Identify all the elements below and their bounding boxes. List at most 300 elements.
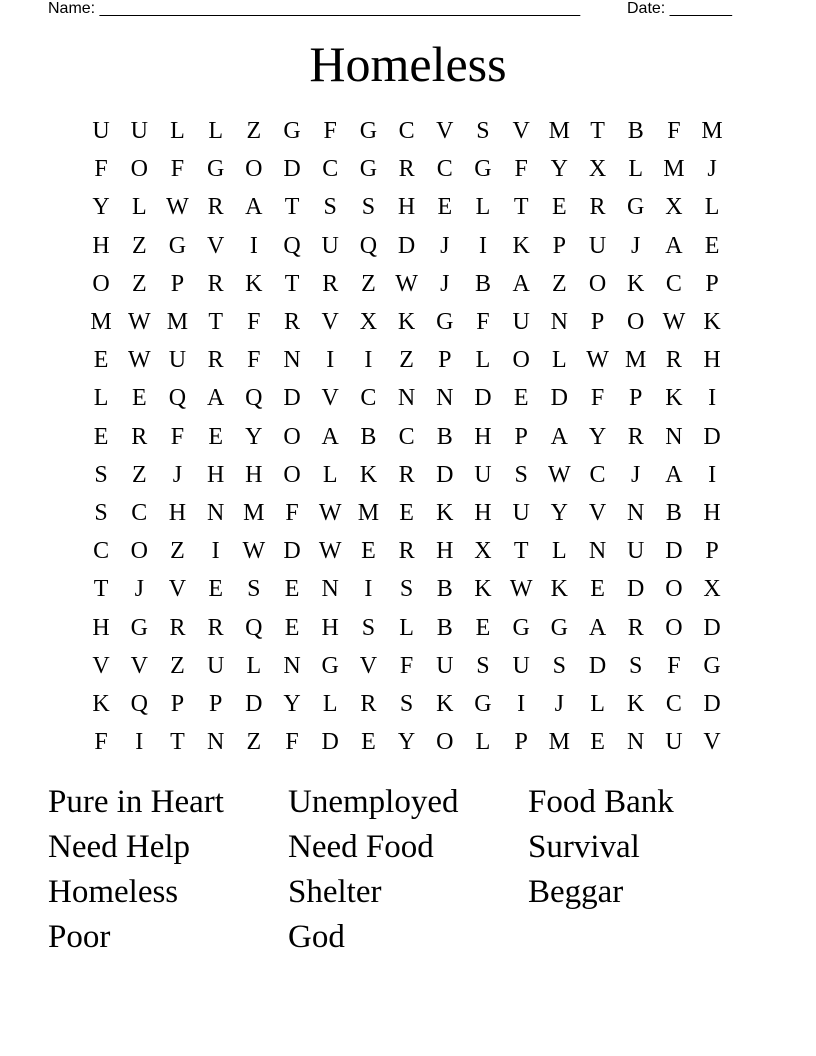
grid-letter[interactable]: L [475,729,491,756]
grid-letter[interactable]: R [131,423,148,450]
word-list-item: Beggar [528,874,624,910]
grid-letter[interactable]: U [130,118,148,145]
grid-letter[interactable]: I [135,729,144,756]
grid-letter[interactable]: S [247,576,261,603]
grid-letter[interactable]: H [703,499,721,526]
grid-letter[interactable]: L [475,194,491,221]
grid-letter[interactable]: Q [245,614,263,641]
grid-letter[interactable]: Z [361,270,376,297]
grid-letter[interactable]: J [554,690,565,717]
grid-letter[interactable]: O [665,576,683,603]
grid-letter[interactable]: R [322,270,339,297]
grid-letter[interactable]: A [588,614,607,641]
grid-letter[interactable]: R [169,614,186,641]
grid-letter[interactable]: W [166,194,189,221]
grid-letter[interactable]: P [590,309,605,336]
grid-letter[interactable]: T [208,309,223,336]
grid-letter[interactable]: S [399,576,414,603]
grid-letter[interactable]: U [665,729,683,756]
grid-letter[interactable]: F [399,652,414,679]
grid-letter[interactable]: U [436,652,454,679]
grid-letter[interactable]: S [629,652,643,679]
grid-letter[interactable]: F [94,729,108,756]
grid-letter[interactable]: Q [283,232,301,259]
grid-letter[interactable]: H [245,461,263,488]
grid-letter[interactable]: V [321,309,339,336]
grid-letter[interactable]: O [665,614,683,641]
grid-letter[interactable]: I [517,690,526,717]
grid-letter[interactable]: W [127,309,151,336]
grid-letter[interactable]: P [629,385,643,412]
grid-letter[interactable]: V [168,576,187,603]
grid-letter[interactable]: L [93,385,109,412]
grid-letter[interactable]: I [708,385,717,412]
grid-letter[interactable]: G [474,690,492,717]
grid-letter[interactable]: R [360,690,377,717]
grid-letter[interactable]: V [206,232,225,259]
grid-letter[interactable]: N [436,385,454,412]
grid-letter[interactable]: I [708,461,717,488]
grid-letter[interactable]: S [94,499,108,526]
grid-letter[interactable]: A [512,270,530,297]
grid-letter[interactable]: T [513,538,529,565]
grid-letter[interactable]: B [360,423,377,450]
grid-letter[interactable]: D [283,538,301,565]
grid-letter[interactable]: C [398,118,415,145]
grid-letter[interactable]: Z [246,118,262,145]
grid-letter[interactable]: M [701,118,723,145]
grid-letter[interactable]: U [206,652,225,679]
grid-letter[interactable]: U [92,118,110,145]
grid-letter[interactable]: T [590,118,605,145]
grid-letter[interactable]: N [627,499,645,526]
grid-letter[interactable]: R [398,156,415,183]
grid-letter[interactable]: E [208,576,223,603]
grid-letter[interactable]: V [436,118,454,145]
grid-letter[interactable]: C [589,461,606,488]
grid-letter[interactable]: A [665,232,683,259]
grid-letter[interactable]: U [321,232,339,259]
grid-letter[interactable]: D [703,690,721,717]
grid-letter[interactable]: J [134,576,144,603]
word-list-item: Shelter [288,874,382,910]
grid-letter[interactable]: Z [170,538,185,565]
grid-letter[interactable]: I [478,232,487,259]
grid-letter[interactable]: N [397,385,416,412]
grid-letter[interactable]: N [665,423,683,450]
grid-letter[interactable]: Q [168,385,187,412]
grid-letter[interactable]: C [436,156,453,183]
grid-letter[interactable]: D [474,385,492,412]
grid-letter[interactable]: H [474,499,492,526]
name-field: Name: ______________________________________________________ [48,0,581,17]
grid-letter[interactable]: D [283,385,301,412]
grid-letter[interactable]: K [665,385,683,412]
grid-letter[interactable]: W [318,499,342,526]
grid-letter[interactable]: F [170,156,185,183]
grid-letter[interactable]: T [513,194,529,221]
grid-letter[interactable]: R [589,194,606,221]
grid-letter[interactable]: O [627,309,645,336]
grid-letter[interactable]: P [514,423,528,450]
grid-letter[interactable]: E [93,423,109,450]
grid-letter[interactable]: A [321,423,339,450]
grid-letter[interactable]: K [92,690,110,717]
grid-letter[interactable]: U [512,499,530,526]
grid-letter[interactable]: Z [246,729,262,756]
grid-letter[interactable]: Z [131,232,147,259]
grid-letter[interactable]: Z [131,461,147,488]
grid-letter[interactable]: I [364,347,373,374]
grid-letter[interactable]: M [90,309,112,336]
grid-letter[interactable]: H [474,423,492,450]
grid-letter[interactable]: T [93,576,109,603]
grid-letter[interactable]: F [247,309,261,336]
grid-letter[interactable]: L [552,538,567,565]
grid-letter[interactable]: G [206,156,225,183]
grid-letter[interactable]: G [321,652,339,679]
grid-letter[interactable]: U [474,461,492,488]
grid-letter[interactable]: J [440,270,450,297]
grid-letter[interactable]: H [168,499,187,526]
grid-letter[interactable]: K [550,576,569,603]
grid-letter[interactable]: C [398,423,415,450]
grid-letter[interactable]: F [590,385,605,412]
grid-letter[interactable]: R [398,461,415,488]
grid-letter[interactable]: P [170,270,185,297]
grid-letter[interactable]: H [436,538,454,565]
grid-letter[interactable]: U [627,538,645,565]
grid-letter[interactable]: D [321,729,339,756]
grid-letter[interactable]: G [168,232,187,259]
grid-letter[interactable]: J [631,232,641,259]
grid-letter[interactable]: F [285,729,299,756]
word-list-item: Survival [528,829,640,865]
grid-letter[interactable]: G [703,652,721,679]
grid-letter[interactable]: Z [170,652,185,679]
word-list-item: Need Help [48,829,191,865]
grid-letter[interactable]: S [361,194,376,221]
grid-letter[interactable]: P [514,729,528,756]
grid-letter[interactable]: D [245,690,263,717]
grid-letter[interactable]: Y [92,194,110,221]
grid-letter[interactable]: Q [359,232,378,259]
grid-letter[interactable]: L [475,347,491,374]
grid-letter[interactable]: N [206,499,225,526]
grid-letter[interactable]: C [93,538,110,565]
grid-letter[interactable]: Q [245,385,263,412]
grid-letter[interactable]: Y [588,423,607,450]
grid-letter[interactable]: W [548,461,571,488]
grid-letter[interactable]: F [667,118,681,145]
grid-letter[interactable]: N [206,729,225,756]
grid-letter[interactable]: Y [550,156,569,183]
grid-letter[interactable]: L [170,118,185,145]
grid-letter[interactable]: N [627,729,645,756]
grid-letter[interactable]: N [588,538,607,565]
grid-letter[interactable]: L [399,614,414,641]
grid-letter[interactable]: L [590,690,605,717]
grid-letter[interactable]: K [245,270,263,297]
grid-letter[interactable]: A [665,461,683,488]
grid-letter[interactable]: P [705,270,719,297]
grid-letter[interactable]: D [436,461,454,488]
grid-letter[interactable]: E [361,538,376,565]
grid-letter[interactable]: G [359,118,378,145]
grid-letter[interactable]: I [326,347,335,374]
grid-letter[interactable]: C [665,690,682,717]
grid-letter[interactable]: U [168,347,187,374]
grid-letter[interactable]: W [586,347,609,374]
grid-letter[interactable]: X [359,309,378,336]
grid-letter[interactable]: O [245,156,263,183]
grid-letter[interactable]: D [588,652,607,679]
grid-letter[interactable]: O [283,423,301,450]
grid-letter[interactable]: W [318,538,342,565]
word-list-item: Pure in Heart [48,784,224,820]
grid-letter[interactable]: F [94,156,108,183]
grid-letter[interactable]: E [399,499,414,526]
grid-letter[interactable]: G [130,614,148,641]
grid-letter[interactable]: G [512,614,530,641]
grid-letter[interactable]: T [170,729,185,756]
grid-letter[interactable]: E [475,614,491,641]
grid-letter[interactable]: M [625,347,647,374]
grid-letter[interactable]: A [245,194,263,221]
grid-letter[interactable]: L [322,461,338,488]
grid-letter[interactable]: X [665,194,683,221]
grid-letter[interactable]: F [247,347,261,374]
grid-letter[interactable]: O [130,538,148,565]
grid-letter[interactable]: E [208,423,223,450]
grid-letter[interactable]: E [704,232,720,259]
grid-letter[interactable]: L [131,194,147,221]
grid-letter[interactable]: E [590,576,605,603]
grid-letter[interactable]: E [131,385,147,412]
word-list-item: Need Food [288,829,434,865]
grid-letter[interactable]: V [359,652,378,679]
grid-letter[interactable]: J [707,156,717,183]
grid-letter[interactable]: E [284,576,300,603]
grid-letter[interactable]: D [283,156,301,183]
grid-letter[interactable]: H [92,614,110,641]
grid-letter[interactable]: F [323,118,337,145]
grid-letter[interactable]: V [130,652,148,679]
grid-letter[interactable]: H [92,232,110,259]
grid-letter[interactable]: J [440,232,450,259]
grid-letter[interactable]: K [474,576,492,603]
grid-letter[interactable]: W [662,309,686,336]
grid-letter[interactable]: G [283,118,301,145]
grid-letter[interactable]: L [322,690,338,717]
grid-letter[interactable]: S [552,652,567,679]
grid-letter[interactable]: W [395,270,418,297]
grid-letter[interactable]: S [361,614,376,641]
grid-letter[interactable]: L [246,652,262,679]
grid-letter[interactable]: K [397,309,416,336]
grid-letter[interactable]: L [208,118,223,145]
grid-letter[interactable]: L [704,194,720,221]
grid-letter[interactable]: J [631,461,641,488]
grid-letter[interactable]: V [512,118,530,145]
grid-letter[interactable]: E [590,729,605,756]
grid-letter[interactable]: M [166,309,189,336]
grid-letter[interactable]: P [208,690,223,717]
grid-letter[interactable]: R [207,614,224,641]
grid-letter[interactable]: V [588,499,607,526]
grid-letter[interactable]: P [438,347,452,374]
grid-letter[interactable]: N [321,576,339,603]
grid-letter[interactable]: G [550,614,569,641]
word-list-item: Food Bank [528,784,674,820]
grid-letter[interactable]: C [360,385,377,412]
page-title: Homeless [309,36,507,92]
grid-letter[interactable]: B [474,270,491,297]
grid-letter[interactable]: N [283,347,301,374]
grid-letter[interactable]: E [513,385,529,412]
grid-letter[interactable]: R [284,309,301,336]
grid-letter[interactable]: G [436,309,454,336]
grid-letter[interactable]: K [627,690,645,717]
grid-letter[interactable]: H [206,461,225,488]
grid-letter[interactable]: U [512,652,530,679]
grid-letter[interactable]: G [474,156,492,183]
grid-letter[interactable]: E [361,729,376,756]
grid-letter[interactable]: O [588,270,607,297]
grid-letter[interactable]: D [550,385,569,412]
grid-letter[interactable]: P [170,690,185,717]
grid-letter[interactable]: X [703,576,721,603]
grid-letter[interactable]: R [207,347,224,374]
grid-letter[interactable]: Y [283,690,301,717]
grid-letter[interactable]: M [243,499,265,526]
grid-letter[interactable]: H [397,194,416,221]
grid-letter[interactable]: S [94,461,108,488]
grid-letter[interactable]: E [93,347,109,374]
grid-letter[interactable]: B [436,576,453,603]
grid-letter[interactable]: K [436,499,454,526]
grid-letter[interactable]: S [399,690,414,717]
grid-letter[interactable]: O [92,270,110,297]
grid-letter[interactable]: K [627,270,645,297]
grid-letter[interactable]: F [667,652,681,679]
grid-letter[interactable]: O [283,461,301,488]
grid-letter[interactable]: X [588,156,607,183]
grid-letter[interactable]: N [283,652,301,679]
grid-letter[interactable]: J [172,461,183,488]
grid-letter[interactable]: V [703,729,721,756]
grid-letter[interactable]: B [436,423,453,450]
grid-letter[interactable]: F [285,499,299,526]
grid-letter[interactable]: I [364,576,373,603]
grid-letter[interactable]: M [357,499,380,526]
grid-letter[interactable]: Y [550,499,569,526]
grid-letter[interactable]: K [436,690,454,717]
grid-letter[interactable]: R [665,347,682,374]
grid-letter[interactable]: S [476,652,490,679]
grid-letter[interactable]: B [627,118,644,145]
grid-letter[interactable]: C [131,499,148,526]
grid-letter[interactable]: I [211,538,220,565]
grid-letter[interactable]: N [550,309,569,336]
grid-letter[interactable]: F [476,309,490,336]
grid-letter[interactable]: K [512,232,530,259]
grid-letter[interactable]: M [548,729,571,756]
grid-letter[interactable]: U [588,232,607,259]
grid-letter[interactable]: E [552,194,567,221]
grid-letter[interactable]: M [663,156,685,183]
grid-letter[interactable]: H [321,614,339,641]
grid-letter[interactable]: I [249,232,258,259]
grid-letter[interactable]: G [627,194,645,221]
grid-letter[interactable]: Y [245,423,263,450]
grid-letter[interactable]: D [665,538,683,565]
grid-letter[interactable]: Z [552,270,567,297]
grid-letter[interactable]: C [665,270,682,297]
grid-letter[interactable]: O [130,156,148,183]
grid-letter[interactable]: K [703,309,721,336]
grid-letter[interactable]: D [703,614,721,641]
grid-letter[interactable]: P [552,232,567,259]
grid-letter[interactable]: R [207,194,224,221]
grid-letter[interactable]: W [242,538,266,565]
grid-letter[interactable]: T [284,194,300,221]
grid-letter[interactable]: O [512,347,530,374]
grid-letter[interactable]: O [436,729,454,756]
grid-letter[interactable]: Y [397,729,416,756]
grid-letter[interactable]: R [207,270,224,297]
word-list-item: God [288,919,345,955]
grid-letter[interactable]: K [359,461,378,488]
grid-letter[interactable]: H [703,347,721,374]
grid-letter[interactable]: L [628,156,644,183]
grid-letter[interactable]: W [127,347,151,374]
grid-letter[interactable]: A [206,385,225,412]
header [48,0,748,20]
grid-letter[interactable]: L [552,347,567,374]
grid-letter[interactable]: D [397,232,416,259]
grid-letter[interactable]: S [514,461,528,488]
grid-letter[interactable]: V [321,385,339,412]
grid-letter[interactable]: C [322,156,339,183]
grid-letter[interactable]: Z [399,347,414,374]
grid-letter[interactable]: D [703,423,721,450]
grid-letter[interactable]: E [284,614,300,641]
grid-letter[interactable]: B [665,499,682,526]
grid-letter[interactable]: X [474,538,492,565]
grid-letter[interactable]: R [398,538,415,565]
grid-letter[interactable]: F [514,156,528,183]
grid-letter[interactable]: F [170,423,185,450]
grid-letter[interactable]: D [627,576,645,603]
grid-letter[interactable]: R [627,614,644,641]
grid-letter[interactable]: M [548,118,571,145]
grid-letter[interactable]: T [284,270,300,297]
grid-letter[interactable]: U [512,309,530,336]
grid-letter[interactable]: P [705,538,719,565]
grid-letter[interactable]: W [509,576,533,603]
grid-letter[interactable]: B [436,614,453,641]
grid-letter[interactable]: Z [131,270,147,297]
grid-letter[interactable]: Q [130,690,148,717]
grid-letter[interactable]: R [627,423,644,450]
grid-letter[interactable]: A [550,423,569,450]
grid-letter[interactable]: S [476,118,490,145]
grid-letter[interactable]: G [359,156,378,183]
grid-letter[interactable]: V [92,652,110,679]
grid-letter[interactable]: S [323,194,337,221]
grid-letter[interactable]: E [437,194,453,221]
